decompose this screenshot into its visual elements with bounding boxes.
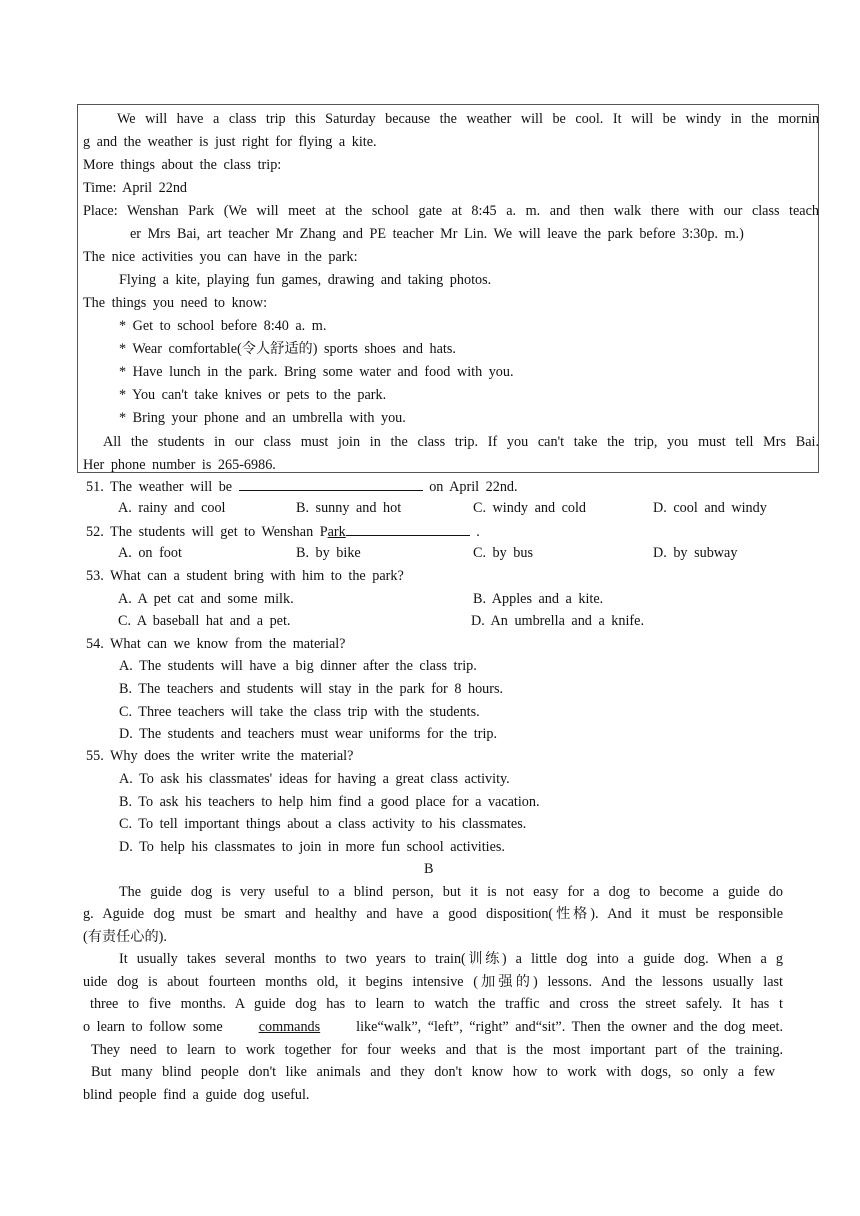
option: D. cool and windy — [653, 500, 767, 516]
option: A. The students will have a big dinner after the class trip. — [119, 658, 477, 674]
answer-blank[interactable] — [239, 476, 423, 491]
closing-line-2: Her phone number is 265-6986. — [83, 457, 276, 473]
passage-b-line: blind people find a guide dog useful. — [83, 1087, 310, 1103]
option: D. To help his classmates to join in more fun school activities. — [119, 839, 505, 855]
option: D. An umbrella and a knife. — [471, 613, 644, 629]
more-things-heading: More things about the class trip: — [83, 157, 282, 173]
option: D. by subway — [653, 545, 738, 561]
question-stem-after: on April 22nd. — [429, 479, 518, 495]
question-stem: What can a student bring with him to the park? — [110, 568, 404, 584]
question-stem-underlined: ark — [327, 524, 346, 540]
underlined-word: commands — [258, 1019, 321, 1035]
closing-line-1: All the students in our class must join in the class trip. If you can't take the trip, you must tell Mrs Bai. — [103, 434, 819, 450]
option: C. Three teachers will take the class trip with the students. — [119, 704, 480, 720]
option: C. To tell important things about a class activity to his classmates. — [119, 816, 527, 832]
need-item: * Get to school before 8:40 a. m. — [119, 318, 327, 334]
question-number: 54. — [86, 636, 104, 652]
question-53 — [86, 566, 404, 586]
question-number: 52. — [86, 524, 104, 540]
need-item: * Wear comfortable(令人舒适的) sports shoes and hats. — [119, 341, 456, 357]
need-to-know-heading: The things you need to know: — [83, 295, 268, 311]
question-51 — [86, 476, 518, 496]
passage-b-line-commands — [83, 1017, 783, 1037]
answer-blank[interactable] — [346, 521, 470, 536]
passage-text: o learn to follow some — [83, 1019, 223, 1035]
question-stem: What can we know from the material? — [110, 636, 346, 652]
option: C. A baseball hat and a pet. — [118, 613, 291, 629]
section-heading-b: B — [424, 861, 434, 877]
passage-b-line: (有责任心的). — [83, 929, 167, 945]
option: B. by bike — [296, 545, 361, 561]
time-line: Time: April 22nd — [83, 180, 188, 196]
option: A. To ask his classmates' ideas for having a great class activity. — [119, 771, 510, 787]
question-number: 51. — [86, 479, 104, 495]
place-line-2: er Mrs Bai, art teacher Mr Zhang and PE teacher Mr Lin. We will leave the park before 3:30p. m.) — [130, 226, 744, 242]
option: C. by bus — [473, 545, 533, 561]
question-stem: Why does the writer write the material? — [110, 748, 354, 764]
passage-b-line: The guide dog is very useful to a blind person, but it is not easy for a dog to become a guide do — [119, 884, 783, 900]
question-55 — [86, 746, 353, 766]
option: B. Apples and a kite. — [473, 591, 604, 607]
passage-text: like“walk”, “left”, “right” and“sit”. Then the owner and the dog meet. — [356, 1019, 783, 1035]
option: B. To ask his teachers to help him find a good place for a vacation. — [119, 794, 540, 810]
notice-intro-line-1: We will have a class trip this Saturday because the weather will be cool. It will be windy in the mornin — [117, 111, 819, 127]
question-54 — [86, 634, 345, 654]
need-item: * You can't take knives or pets to the park. — [119, 387, 387, 403]
question-number: 55. — [86, 748, 104, 764]
option: C. windy and cold — [473, 500, 587, 516]
option: B. sunny and hot — [296, 500, 402, 516]
question-stem-after: . — [476, 524, 480, 540]
passage-b-line: g. Aguide dog must be smart and healthy and have a good disposition(性格). And it must be responsible — [83, 906, 783, 922]
question-number: 53. — [86, 568, 104, 584]
option: D. The students and teachers must wear uniforms for the trip. — [119, 726, 498, 742]
activities-heading: The nice activities you can have in the park: — [83, 249, 358, 265]
need-item: * Bring your phone and an umbrella with you. — [119, 410, 406, 426]
question-stem-before: The weather will be — [110, 479, 233, 495]
activities-text: Flying a kite, playing fun games, drawing and taking photos. — [119, 272, 492, 288]
option: A. rainy and cool — [118, 500, 226, 516]
option: A. A pet cat and some milk. — [118, 591, 294, 607]
question-stem-before: The students will get to Wenshan P — [110, 524, 328, 540]
question-52 — [86, 521, 480, 541]
passage-b-line: It usually takes several months to two years to train(训练) a little dog into a guide dog. When a g — [119, 951, 783, 967]
passage-b-line: They need to learn to work together for four weeks and that is the most important part of the training. — [91, 1042, 783, 1058]
place-line-1: Place: Wenshan Park (We will meet at the school gate at 8:45 a. m. and then walk there with our class teach — [83, 203, 819, 219]
passage-b-line: three to five months. A guide dog has to learn to watch the traffic and cross the street safely. It has t — [90, 996, 783, 1012]
notice-intro-line-2: g and the weather is just right for flying a kite. — [83, 134, 377, 150]
passage-b-line: uide dog is about fourteen months old, it begins intensive (加强的) lessons. And the lessons usually last — [83, 974, 783, 990]
passage-b-line: But many blind people don't like animals and they don't know how to work with dogs, so only a few — [91, 1064, 775, 1080]
need-item: * Have lunch in the park. Bring some water and food with you. — [119, 364, 514, 380]
option: B. The teachers and students will stay in the park for 8 hours. — [119, 681, 504, 697]
option: A. on foot — [118, 545, 182, 561]
